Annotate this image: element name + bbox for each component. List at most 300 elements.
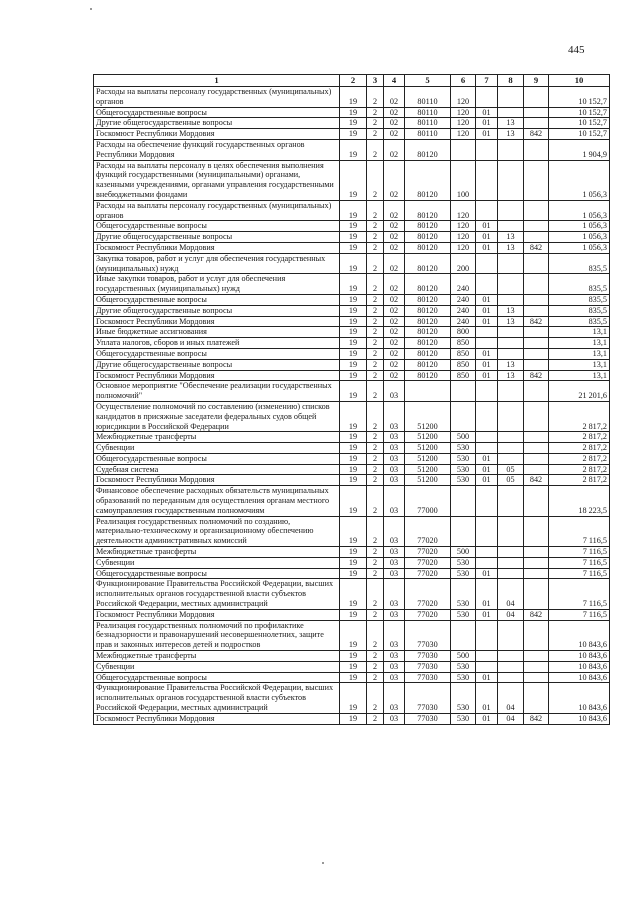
scan-speck xyxy=(90,8,92,10)
code-cell xyxy=(498,294,524,305)
code-cell: 03 xyxy=(384,381,405,402)
code-cell xyxy=(524,338,549,349)
table-row xyxy=(94,557,610,568)
code-cell: 240 xyxy=(451,316,476,327)
table-row xyxy=(94,118,610,129)
item-name-cell: Другие общегосударственные вопросы xyxy=(94,232,340,243)
code-cell: 842 xyxy=(524,475,549,486)
code-cell: 19 xyxy=(340,294,367,305)
code-cell: 03 xyxy=(384,713,405,724)
table-row xyxy=(94,381,610,402)
code-cell xyxy=(476,139,498,160)
code-cell xyxy=(476,432,498,443)
item-name-cell: Расходы на выплаты персоналу государственных (муниципальных) органов xyxy=(94,87,340,108)
code-cell: 2 xyxy=(367,401,384,431)
code-cell: 13 xyxy=(498,359,524,370)
table-row xyxy=(94,547,610,558)
code-cell xyxy=(498,87,524,108)
table-row xyxy=(94,305,610,316)
code-cell: 51200 xyxy=(405,401,451,431)
code-cell: 51200 xyxy=(405,453,451,464)
code-cell: 03 xyxy=(384,557,405,568)
code-cell: 530 xyxy=(451,683,476,713)
table-row xyxy=(94,232,610,243)
code-cell: 2 xyxy=(367,129,384,140)
code-cell: 19 xyxy=(340,305,367,316)
code-cell: 2 xyxy=(367,609,384,620)
code-cell: 02 xyxy=(384,338,405,349)
code-cell: 77030 xyxy=(405,713,451,724)
code-cell xyxy=(498,139,524,160)
code-cell: 2 xyxy=(367,475,384,486)
amount-cell: 10 152,7 xyxy=(549,87,610,108)
amount-cell: 2 817,2 xyxy=(549,475,610,486)
code-cell xyxy=(524,200,549,221)
code-cell: 2 xyxy=(367,338,384,349)
code-cell xyxy=(524,464,549,475)
code-cell: 530 xyxy=(451,713,476,724)
code-cell: 80110 xyxy=(405,87,451,108)
code-cell: 13 xyxy=(498,129,524,140)
code-cell: 01 xyxy=(476,672,498,683)
table-row xyxy=(94,453,610,464)
code-cell: 530 xyxy=(451,557,476,568)
code-cell xyxy=(524,651,549,662)
code-cell: 2 xyxy=(367,348,384,359)
amount-cell: 1 056,3 xyxy=(549,160,610,200)
code-cell xyxy=(524,432,549,443)
table-row xyxy=(94,221,610,232)
code-cell xyxy=(524,87,549,108)
item-name-cell: Субвенции xyxy=(94,557,340,568)
code-cell: 530 xyxy=(451,453,476,464)
code-cell: 19 xyxy=(340,338,367,349)
code-cell: 19 xyxy=(340,683,367,713)
code-cell: 51200 xyxy=(405,475,451,486)
code-cell: 19 xyxy=(340,432,367,443)
code-cell: 2 xyxy=(367,359,384,370)
code-cell xyxy=(524,672,549,683)
code-cell xyxy=(498,327,524,338)
code-cell: 01 xyxy=(476,683,498,713)
code-cell: 2 xyxy=(367,432,384,443)
table-row xyxy=(94,620,610,650)
code-cell: 19 xyxy=(340,139,367,160)
code-cell: 80110 xyxy=(405,118,451,129)
code-cell: 02 xyxy=(384,118,405,129)
code-cell: 77020 xyxy=(405,609,451,620)
amount-cell: 1 056,3 xyxy=(549,200,610,221)
code-cell: 80120 xyxy=(405,253,451,274)
code-cell: 2 xyxy=(367,486,384,516)
code-cell: 19 xyxy=(340,221,367,232)
item-name-cell: Функционирование Правительства Российской Федерации, высших исполнительных органов государственной власти субъектов Российской Федерации, местных администраций xyxy=(94,683,340,713)
code-cell xyxy=(498,661,524,672)
code-cell: 800 xyxy=(451,327,476,338)
code-cell: 01 xyxy=(476,316,498,327)
amount-cell: 10 152,7 xyxy=(549,118,610,129)
code-cell: 03 xyxy=(384,453,405,464)
amount-cell: 2 817,2 xyxy=(549,464,610,475)
code-cell xyxy=(524,253,549,274)
code-cell: 2 xyxy=(367,327,384,338)
code-cell: 03 xyxy=(384,620,405,650)
code-cell: 80120 xyxy=(405,160,451,200)
code-cell: 19 xyxy=(340,327,367,338)
amount-cell: 2 817,2 xyxy=(549,443,610,454)
code-cell: 19 xyxy=(340,651,367,662)
code-cell: 02 xyxy=(384,274,405,295)
amount-cell: 13,1 xyxy=(549,338,610,349)
item-name-cell: Уплата налогов, сборов и иных платежей xyxy=(94,338,340,349)
code-cell: 2 xyxy=(367,713,384,724)
code-cell: 120 xyxy=(451,232,476,243)
code-cell xyxy=(498,568,524,579)
code-cell: 19 xyxy=(340,87,367,108)
code-cell xyxy=(524,348,549,359)
column-header: 1 xyxy=(94,75,340,87)
code-cell: 04 xyxy=(498,609,524,620)
code-cell: 19 xyxy=(340,200,367,221)
table-row xyxy=(94,432,610,443)
table-row xyxy=(94,253,610,274)
code-cell: 13 xyxy=(498,118,524,129)
code-cell xyxy=(476,620,498,650)
code-cell: 01 xyxy=(476,305,498,316)
code-cell xyxy=(524,568,549,579)
amount-cell: 1 904,9 xyxy=(549,139,610,160)
code-cell xyxy=(476,274,498,295)
table-row xyxy=(94,370,610,381)
code-cell: 80120 xyxy=(405,200,451,221)
code-cell: 2 xyxy=(367,200,384,221)
code-cell: 19 xyxy=(340,486,367,516)
code-cell: 13 xyxy=(498,316,524,327)
amount-cell: 835,5 xyxy=(549,274,610,295)
code-cell: 19 xyxy=(340,274,367,295)
code-cell xyxy=(476,547,498,558)
amount-cell: 10 152,7 xyxy=(549,107,610,118)
code-cell xyxy=(476,486,498,516)
table-row xyxy=(94,661,610,672)
code-cell: 80110 xyxy=(405,107,451,118)
code-cell xyxy=(524,118,549,129)
budget-table-container xyxy=(93,74,609,725)
code-cell: 01 xyxy=(476,118,498,129)
amount-cell: 10 843,6 xyxy=(549,672,610,683)
code-cell xyxy=(524,107,549,118)
code-cell xyxy=(498,432,524,443)
code-cell: 850 xyxy=(451,348,476,359)
code-cell: 01 xyxy=(476,713,498,724)
column-header: 9 xyxy=(524,75,549,87)
code-cell: 842 xyxy=(524,129,549,140)
code-cell: 19 xyxy=(340,453,367,464)
code-cell: 500 xyxy=(451,651,476,662)
code-cell: 80120 xyxy=(405,232,451,243)
code-cell: 2 xyxy=(367,274,384,295)
code-cell: 04 xyxy=(498,683,524,713)
item-name-cell: Судебная система xyxy=(94,464,340,475)
code-cell: 530 xyxy=(451,661,476,672)
code-cell: 240 xyxy=(451,274,476,295)
code-cell: 02 xyxy=(384,316,405,327)
item-name-cell: Общегосударственные вопросы xyxy=(94,568,340,579)
table-row xyxy=(94,327,610,338)
item-name-cell: Реализация государственных полномочий по профилактике безнадзорности и правонарушений несовершеннолетних, защите прав и законных интересов детей и подростков xyxy=(94,620,340,650)
amount-cell: 1 056,3 xyxy=(549,242,610,253)
code-cell: 77020 xyxy=(405,579,451,609)
amount-cell: 835,5 xyxy=(549,253,610,274)
column-header: 6 xyxy=(451,75,476,87)
code-cell: 02 xyxy=(384,294,405,305)
code-cell: 01 xyxy=(476,579,498,609)
code-cell: 500 xyxy=(451,432,476,443)
code-cell: 01 xyxy=(476,359,498,370)
code-cell: 19 xyxy=(340,160,367,200)
code-cell xyxy=(498,160,524,200)
item-name-cell: Госкомюст Республики Мордовия xyxy=(94,609,340,620)
item-name-cell: Основное мероприятие "Обеспечение реализации государственных полномочий" xyxy=(94,381,340,402)
amount-cell: 10 152,7 xyxy=(549,129,610,140)
amount-cell: 10 843,6 xyxy=(549,661,610,672)
table-row xyxy=(94,87,610,108)
code-cell xyxy=(498,274,524,295)
amount-cell: 10 843,6 xyxy=(549,620,610,650)
code-cell xyxy=(524,274,549,295)
code-cell: 2 xyxy=(367,305,384,316)
code-cell xyxy=(476,651,498,662)
code-cell: 2 xyxy=(367,381,384,402)
scan-speck xyxy=(322,862,324,864)
code-cell: 01 xyxy=(476,232,498,243)
code-cell xyxy=(476,661,498,672)
column-header: 3 xyxy=(367,75,384,87)
code-cell: 80120 xyxy=(405,348,451,359)
code-cell xyxy=(476,160,498,200)
code-cell xyxy=(524,160,549,200)
code-cell: 80120 xyxy=(405,359,451,370)
code-cell: 2 xyxy=(367,683,384,713)
code-cell: 100 xyxy=(451,160,476,200)
code-cell: 03 xyxy=(384,651,405,662)
code-cell: 03 xyxy=(384,609,405,620)
item-name-cell: Межбюджетные трансферты xyxy=(94,432,340,443)
code-cell xyxy=(498,672,524,683)
amount-cell: 13,1 xyxy=(549,327,610,338)
code-cell: 2 xyxy=(367,443,384,454)
table-row xyxy=(94,274,610,295)
code-cell xyxy=(498,348,524,359)
code-cell: 850 xyxy=(451,370,476,381)
table-row xyxy=(94,139,610,160)
code-cell: 19 xyxy=(340,568,367,579)
code-cell: 2 xyxy=(367,316,384,327)
item-name-cell: Межбюджетные трансферты xyxy=(94,651,340,662)
code-cell xyxy=(476,381,498,402)
code-cell xyxy=(476,327,498,338)
code-cell xyxy=(476,200,498,221)
code-cell: 19 xyxy=(340,475,367,486)
code-cell xyxy=(476,338,498,349)
code-cell xyxy=(498,401,524,431)
code-cell: 03 xyxy=(384,475,405,486)
amount-cell: 835,5 xyxy=(549,316,610,327)
code-cell: 2 xyxy=(367,651,384,662)
code-cell: 02 xyxy=(384,139,405,160)
item-name-cell: Иные закупки товаров, работ и услуг для обеспечения государственных (муниципальных) нужд xyxy=(94,274,340,295)
page-number: 445 xyxy=(568,44,585,56)
code-cell: 2 xyxy=(367,464,384,475)
column-header: 4 xyxy=(384,75,405,87)
table-row xyxy=(94,359,610,370)
code-cell: 19 xyxy=(340,232,367,243)
code-cell xyxy=(498,200,524,221)
amount-cell: 10 843,6 xyxy=(549,651,610,662)
code-cell: 77000 xyxy=(405,486,451,516)
amount-cell: 18 223,5 xyxy=(549,486,610,516)
amount-cell: 7 116,5 xyxy=(549,516,610,546)
amount-cell: 1 056,3 xyxy=(549,221,610,232)
code-cell: 77030 xyxy=(405,683,451,713)
code-cell: 80120 xyxy=(405,305,451,316)
item-name-cell: Функционирование Правительства Российской Федерации, высших исполнительных органов государственной власти субъектов Российской Федерации, местных администраций xyxy=(94,579,340,609)
code-cell: 02 xyxy=(384,242,405,253)
table-row xyxy=(94,672,610,683)
item-name-cell: Общегосударственные вопросы xyxy=(94,294,340,305)
item-name-cell: Расходы на обеспечение функций государственных органов Республики Мордовия xyxy=(94,139,340,160)
code-cell: 19 xyxy=(340,359,367,370)
item-name-cell: Госкомюст Республики Мордовия xyxy=(94,370,340,381)
code-cell: 03 xyxy=(384,672,405,683)
item-name-cell: Иные бюджетные ассигнования xyxy=(94,327,340,338)
code-cell xyxy=(476,557,498,568)
table-row xyxy=(94,200,610,221)
code-cell xyxy=(451,401,476,431)
code-cell xyxy=(476,401,498,431)
item-name-cell: Расходы на выплаты персоналу в целях обеспечения выполнения функций государственными (муниципальными) органами, казенными учреждениями, органами управления государственными внебюджетными фондами xyxy=(94,160,340,200)
code-cell xyxy=(524,221,549,232)
code-cell: 2 xyxy=(367,232,384,243)
table-header-row xyxy=(94,75,610,87)
code-cell: 77030 xyxy=(405,661,451,672)
code-cell: 77030 xyxy=(405,620,451,650)
code-cell: 19 xyxy=(340,516,367,546)
code-cell: 530 xyxy=(451,464,476,475)
code-cell: 01 xyxy=(476,568,498,579)
table-row xyxy=(94,464,610,475)
code-cell xyxy=(524,579,549,609)
code-cell xyxy=(524,683,549,713)
table-row xyxy=(94,579,610,609)
code-cell: 2 xyxy=(367,118,384,129)
table-row xyxy=(94,129,610,140)
code-cell: 19 xyxy=(340,118,367,129)
code-cell: 03 xyxy=(384,464,405,475)
code-cell xyxy=(524,547,549,558)
code-cell: 2 xyxy=(367,253,384,274)
code-cell: 19 xyxy=(340,609,367,620)
item-name-cell: Субвенции xyxy=(94,443,340,454)
code-cell: 120 xyxy=(451,129,476,140)
code-cell: 842 xyxy=(524,609,549,620)
table-row xyxy=(94,568,610,579)
item-name-cell: Госкомюст Республики Мордовия xyxy=(94,713,340,724)
code-cell xyxy=(498,253,524,274)
code-cell: 02 xyxy=(384,327,405,338)
code-cell: 80120 xyxy=(405,327,451,338)
budget-table xyxy=(93,74,610,725)
code-cell: 77020 xyxy=(405,557,451,568)
item-name-cell: Госкомюст Республики Мордовия xyxy=(94,316,340,327)
code-cell: 03 xyxy=(384,683,405,713)
code-cell: 2 xyxy=(367,221,384,232)
code-cell: 80120 xyxy=(405,221,451,232)
code-cell xyxy=(524,453,549,464)
code-cell xyxy=(476,443,498,454)
table-row xyxy=(94,713,610,724)
amount-cell: 7 116,5 xyxy=(549,579,610,609)
item-name-cell: Общегосударственные вопросы xyxy=(94,672,340,683)
code-cell: 240 xyxy=(451,305,476,316)
code-cell xyxy=(451,516,476,546)
code-cell: 2 xyxy=(367,516,384,546)
amount-cell: 21 201,6 xyxy=(549,381,610,402)
amount-cell: 13,1 xyxy=(549,348,610,359)
amount-cell: 835,5 xyxy=(549,294,610,305)
code-cell: 2 xyxy=(367,547,384,558)
code-cell: 530 xyxy=(451,672,476,683)
code-cell: 80110 xyxy=(405,129,451,140)
table-row xyxy=(94,683,610,713)
amount-cell: 7 116,5 xyxy=(549,547,610,558)
code-cell: 19 xyxy=(340,579,367,609)
item-name-cell: Общегосударственные вопросы xyxy=(94,107,340,118)
table-row xyxy=(94,443,610,454)
table-row xyxy=(94,609,610,620)
code-cell xyxy=(498,516,524,546)
code-cell xyxy=(524,557,549,568)
code-cell xyxy=(498,486,524,516)
code-cell xyxy=(451,381,476,402)
code-cell: 842 xyxy=(524,242,549,253)
code-cell: 2 xyxy=(367,579,384,609)
code-cell: 02 xyxy=(384,129,405,140)
code-cell: 05 xyxy=(498,475,524,486)
code-cell xyxy=(476,87,498,108)
code-cell xyxy=(451,139,476,160)
amount-cell: 10 843,6 xyxy=(549,683,610,713)
code-cell: 77020 xyxy=(405,547,451,558)
item-name-cell: Межбюджетные трансферты xyxy=(94,547,340,558)
code-cell: 120 xyxy=(451,87,476,108)
code-cell: 01 xyxy=(476,129,498,140)
item-name-cell: Госкомюст Республики Мордовия xyxy=(94,129,340,140)
code-cell: 2 xyxy=(367,568,384,579)
code-cell: 2 xyxy=(367,557,384,568)
code-cell: 120 xyxy=(451,242,476,253)
code-cell: 19 xyxy=(340,242,367,253)
code-cell xyxy=(498,107,524,118)
code-cell: 03 xyxy=(384,661,405,672)
amount-cell: 1 056,3 xyxy=(549,232,610,243)
code-cell: 19 xyxy=(340,370,367,381)
code-cell xyxy=(524,294,549,305)
code-cell: 05 xyxy=(498,464,524,475)
code-cell: 80120 xyxy=(405,316,451,327)
code-cell: 77030 xyxy=(405,651,451,662)
amount-cell: 13,1 xyxy=(549,370,610,381)
